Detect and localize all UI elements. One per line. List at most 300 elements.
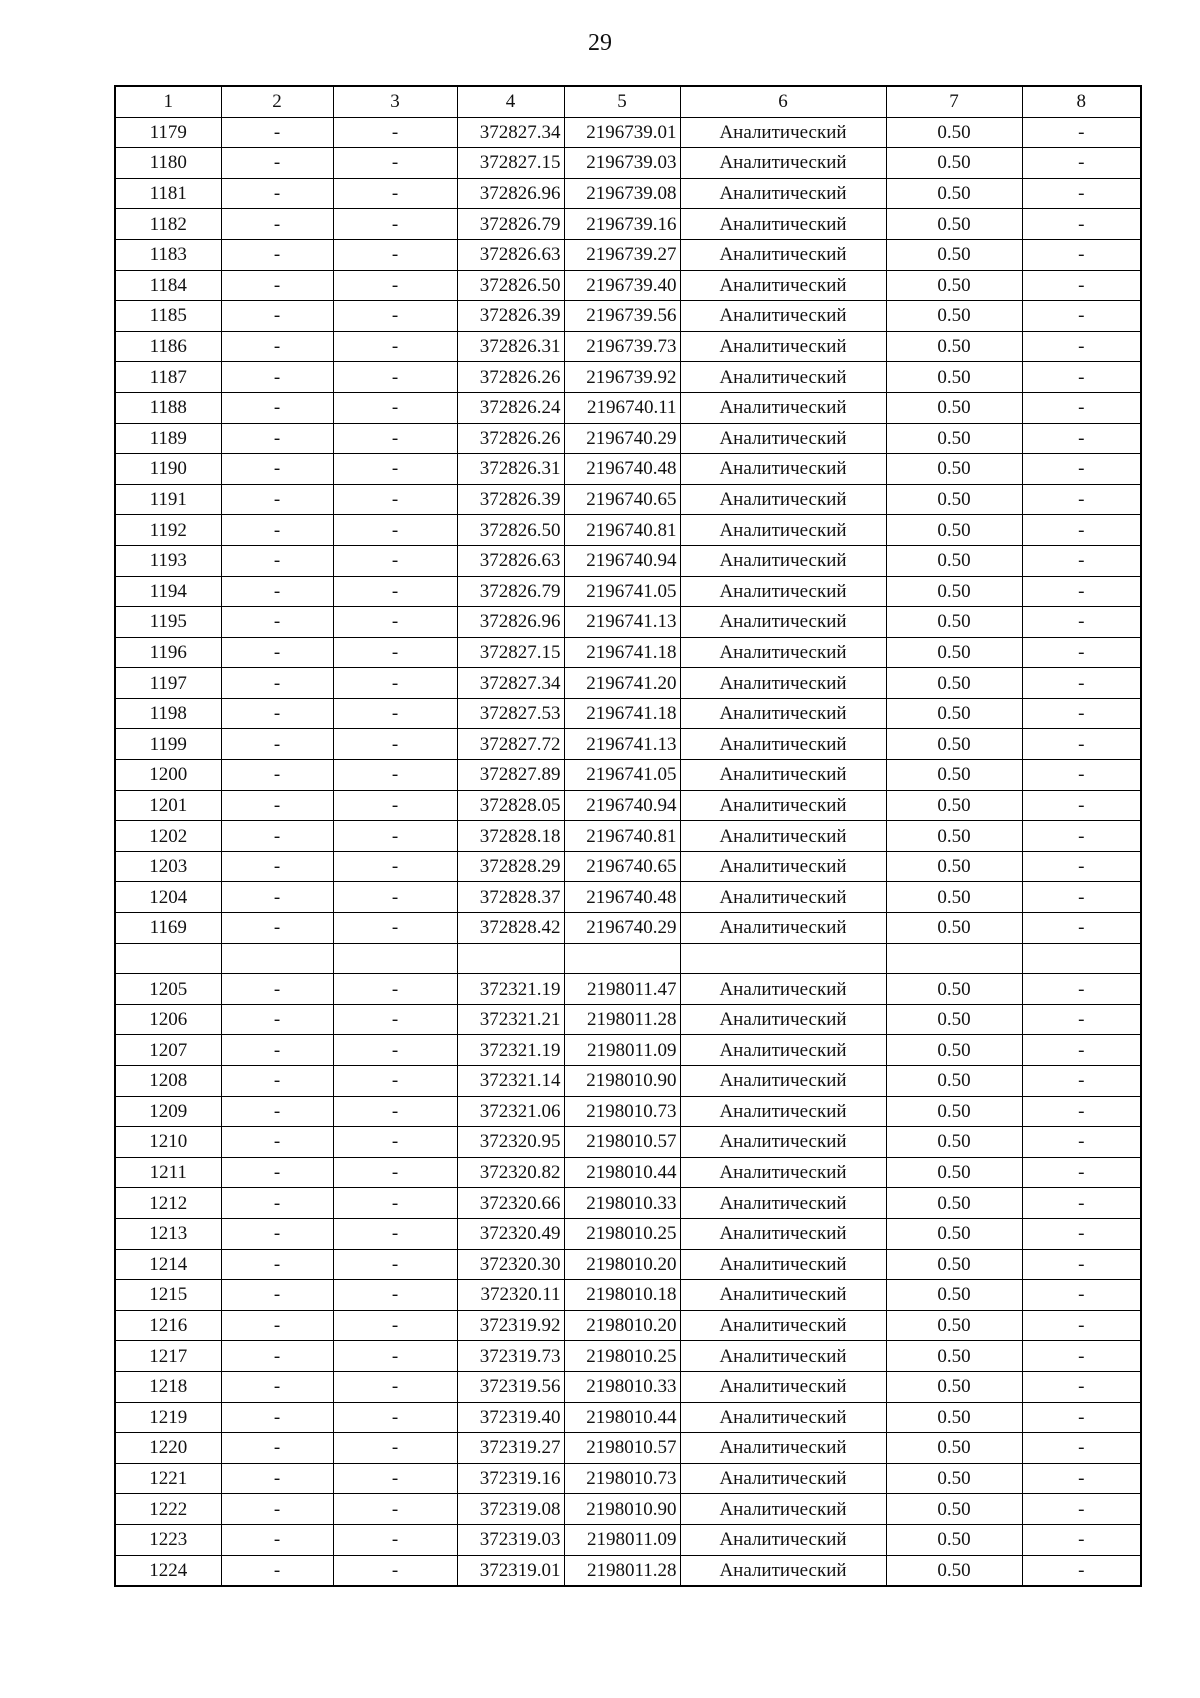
table-cell: Аналитический bbox=[680, 148, 886, 179]
table-cell: Аналитический bbox=[680, 974, 886, 1005]
table-cell: - bbox=[221, 974, 333, 1005]
table-cell: 1194 bbox=[115, 576, 221, 607]
table-cell: - bbox=[333, 1188, 457, 1219]
table-cell: - bbox=[221, 760, 333, 791]
table-cell: 372320.95 bbox=[457, 1127, 564, 1158]
table-cell: - bbox=[221, 1035, 333, 1066]
table-cell: 2196739.73 bbox=[564, 331, 680, 362]
table-cell: - bbox=[333, 1004, 457, 1035]
table-cell: 2196740.81 bbox=[564, 515, 680, 546]
column-header: 7 bbox=[886, 86, 1022, 117]
table-cell: Аналитический bbox=[680, 913, 886, 944]
table-cell: Аналитический bbox=[680, 1494, 886, 1525]
table-cell: Аналитический bbox=[680, 1096, 886, 1127]
table-cell: - bbox=[221, 1218, 333, 1249]
table-cell: 372827.15 bbox=[457, 637, 564, 668]
table-cell: 372827.72 bbox=[457, 729, 564, 760]
table-cell: - bbox=[1022, 1066, 1141, 1097]
table-cell: Аналитический bbox=[680, 1310, 886, 1341]
table-cell: - bbox=[221, 515, 333, 546]
table-cell: 2196739.08 bbox=[564, 178, 680, 209]
table-cell: 0.50 bbox=[886, 1555, 1022, 1586]
table-cell: 372826.63 bbox=[457, 239, 564, 270]
table-cell: 0.50 bbox=[886, 392, 1022, 423]
table-cell: 1180 bbox=[115, 148, 221, 179]
table-row bbox=[115, 1066, 1141, 1097]
table-cell: 1183 bbox=[115, 239, 221, 270]
table-cell: - bbox=[221, 851, 333, 882]
table-cell: 2196739.27 bbox=[564, 239, 680, 270]
table-cell: Аналитический bbox=[680, 1127, 886, 1158]
table-cell: 1219 bbox=[115, 1402, 221, 1433]
table-cell: 1221 bbox=[115, 1463, 221, 1494]
table-cell: 2198010.20 bbox=[564, 1249, 680, 1280]
table-row bbox=[115, 1524, 1141, 1555]
table-cell: Аналитический bbox=[680, 362, 886, 393]
table-cell: 372826.31 bbox=[457, 454, 564, 485]
table-body bbox=[115, 117, 1141, 1586]
table-cell: 1210 bbox=[115, 1127, 221, 1158]
table-cell: 1182 bbox=[115, 209, 221, 240]
table-cell: - bbox=[333, 484, 457, 515]
table-row bbox=[115, 301, 1141, 332]
table-cell: 2196739.40 bbox=[564, 270, 680, 301]
table-cell: - bbox=[333, 1341, 457, 1372]
table-row bbox=[115, 209, 1141, 240]
table-cell: 1217 bbox=[115, 1341, 221, 1372]
table-cell: 372826.26 bbox=[457, 362, 564, 393]
table-cell: - bbox=[221, 331, 333, 362]
table-cell: - bbox=[333, 913, 457, 944]
table-cell: - bbox=[1022, 270, 1141, 301]
table-cell: 0.50 bbox=[886, 1218, 1022, 1249]
table-cell: 2196739.56 bbox=[564, 301, 680, 332]
table-cell: Аналитический bbox=[680, 178, 886, 209]
table-cell: Аналитический bbox=[680, 392, 886, 423]
table-row bbox=[115, 1249, 1141, 1280]
table-cell: - bbox=[221, 698, 333, 729]
table-cell: 0.50 bbox=[886, 362, 1022, 393]
table-row bbox=[115, 1096, 1141, 1127]
table-cell: 372827.34 bbox=[457, 668, 564, 699]
table-cell: 2198011.47 bbox=[564, 974, 680, 1005]
table-row bbox=[115, 913, 1141, 944]
table-cell: 1184 bbox=[115, 270, 221, 301]
table-cell: Аналитический bbox=[680, 1280, 886, 1311]
table-cell: 0.50 bbox=[886, 698, 1022, 729]
table-cell: 2196739.16 bbox=[564, 209, 680, 240]
table-cell: 0.50 bbox=[886, 576, 1022, 607]
table-cell: 1169 bbox=[115, 913, 221, 944]
table-cell: - bbox=[333, 1218, 457, 1249]
table-cell: 2196740.29 bbox=[564, 913, 680, 944]
table-cell: - bbox=[333, 239, 457, 270]
table-cell: - bbox=[333, 545, 457, 576]
table-cell: 0.50 bbox=[886, 148, 1022, 179]
table-cell: 2196740.11 bbox=[564, 392, 680, 423]
table-row bbox=[115, 790, 1141, 821]
table-cell: 2198010.73 bbox=[564, 1463, 680, 1494]
table-cell: 372321.06 bbox=[457, 1096, 564, 1127]
table-cell: - bbox=[221, 117, 333, 148]
table-cell: - bbox=[333, 178, 457, 209]
table-cell: 372827.89 bbox=[457, 760, 564, 791]
table-cell: - bbox=[1022, 331, 1141, 362]
table-cell: - bbox=[1022, 882, 1141, 913]
table-cell: - bbox=[333, 209, 457, 240]
table-cell: - bbox=[1022, 1524, 1141, 1555]
table-cell bbox=[680, 943, 886, 974]
table-cell: 372827.15 bbox=[457, 148, 564, 179]
table-cell: - bbox=[1022, 301, 1141, 332]
table-cell: - bbox=[221, 1341, 333, 1372]
table-cell: 372826.26 bbox=[457, 423, 564, 454]
table-cell: - bbox=[1022, 117, 1141, 148]
table-row bbox=[115, 698, 1141, 729]
table-cell: 2198011.28 bbox=[564, 1004, 680, 1035]
table-cell: - bbox=[1022, 637, 1141, 668]
table-cell: - bbox=[221, 1127, 333, 1158]
table-cell: 1187 bbox=[115, 362, 221, 393]
table-row bbox=[115, 270, 1141, 301]
table-cell: 1192 bbox=[115, 515, 221, 546]
table-cell: - bbox=[333, 1494, 457, 1525]
table-cell: 372319.08 bbox=[457, 1494, 564, 1525]
table-cell: 0.50 bbox=[886, 1524, 1022, 1555]
table-cell: - bbox=[1022, 790, 1141, 821]
table-cell: - bbox=[1022, 1127, 1141, 1158]
table-row bbox=[115, 1371, 1141, 1402]
page-number: 29 bbox=[588, 30, 612, 56]
table-cell: 372827.53 bbox=[457, 698, 564, 729]
table-cell: 372319.92 bbox=[457, 1310, 564, 1341]
table-cell: - bbox=[1022, 974, 1141, 1005]
table-cell: - bbox=[1022, 454, 1141, 485]
table-cell: Аналитический bbox=[680, 1188, 886, 1219]
column-header: 5 bbox=[564, 86, 680, 117]
table-row bbox=[115, 331, 1141, 362]
table-cell: 0.50 bbox=[886, 1157, 1022, 1188]
table-cell: Аналитический bbox=[680, 668, 886, 699]
table-cell: 372321.19 bbox=[457, 974, 564, 1005]
table-cell: - bbox=[333, 668, 457, 699]
table-cell: 0.50 bbox=[886, 545, 1022, 576]
table-cell: 1186 bbox=[115, 331, 221, 362]
table-cell: 372826.39 bbox=[457, 484, 564, 515]
table-cell: 372826.24 bbox=[457, 392, 564, 423]
table-cell: 1214 bbox=[115, 1249, 221, 1280]
table-cell: - bbox=[1022, 1249, 1141, 1280]
table-cell: - bbox=[1022, 851, 1141, 882]
table-cell: - bbox=[1022, 607, 1141, 638]
table-row bbox=[115, 607, 1141, 638]
table-cell: - bbox=[221, 882, 333, 913]
table-cell: Аналитический bbox=[680, 301, 886, 332]
table-cell: 1215 bbox=[115, 1280, 221, 1311]
table-cell: - bbox=[333, 1127, 457, 1158]
table-cell: Аналитический bbox=[680, 729, 886, 760]
table-cell: 2198010.57 bbox=[564, 1127, 680, 1158]
table-cell: 1197 bbox=[115, 668, 221, 699]
table-cell: Аналитический bbox=[680, 698, 886, 729]
table-cell: 2196739.92 bbox=[564, 362, 680, 393]
table-cell: - bbox=[221, 1249, 333, 1280]
table-row bbox=[115, 515, 1141, 546]
table-row bbox=[115, 1127, 1141, 1158]
table-cell: Аналитический bbox=[680, 209, 886, 240]
table-cell: 2196741.18 bbox=[564, 637, 680, 668]
table-cell: - bbox=[1022, 178, 1141, 209]
table-cell: 372320.30 bbox=[457, 1249, 564, 1280]
table-cell: - bbox=[1022, 1310, 1141, 1341]
table-cell: Аналитический bbox=[680, 1463, 886, 1494]
table-cell: - bbox=[221, 1280, 333, 1311]
table-cell: 2198010.25 bbox=[564, 1218, 680, 1249]
table-cell: Аналитический bbox=[680, 454, 886, 485]
table-row bbox=[115, 1463, 1141, 1494]
table-cell: - bbox=[221, 1096, 333, 1127]
table-cell: 0.50 bbox=[886, 607, 1022, 638]
table-header-row bbox=[115, 86, 1141, 117]
table-cell: - bbox=[1022, 1280, 1141, 1311]
table-row bbox=[115, 148, 1141, 179]
table-cell: 2198010.33 bbox=[564, 1188, 680, 1219]
table-cell: - bbox=[1022, 1402, 1141, 1433]
table-cell: 0.50 bbox=[886, 1066, 1022, 1097]
table-cell: 372319.03 bbox=[457, 1524, 564, 1555]
table-cell: 1223 bbox=[115, 1524, 221, 1555]
table-row bbox=[115, 392, 1141, 423]
table-cell: 372826.63 bbox=[457, 545, 564, 576]
table-cell: 1198 bbox=[115, 698, 221, 729]
table-cell: 2198010.25 bbox=[564, 1341, 680, 1372]
table-cell: 0.50 bbox=[886, 1341, 1022, 1372]
table-cell: 0.50 bbox=[886, 637, 1022, 668]
table-cell: 372319.73 bbox=[457, 1341, 564, 1372]
table-row bbox=[115, 760, 1141, 791]
table-cell: Аналитический bbox=[680, 1157, 886, 1188]
table-cell: 372826.39 bbox=[457, 301, 564, 332]
table-cell: 372319.16 bbox=[457, 1463, 564, 1494]
table-cell: 372320.82 bbox=[457, 1157, 564, 1188]
table-cell: 2196740.48 bbox=[564, 882, 680, 913]
table-cell: - bbox=[333, 301, 457, 332]
table-cell: - bbox=[333, 1524, 457, 1555]
table-cell: 0.50 bbox=[886, 913, 1022, 944]
table-row bbox=[115, 545, 1141, 576]
table-cell: 2196740.29 bbox=[564, 423, 680, 454]
table-cell: - bbox=[221, 392, 333, 423]
table-cell: 1190 bbox=[115, 454, 221, 485]
table-cell: Аналитический bbox=[680, 545, 886, 576]
table-row bbox=[115, 1310, 1141, 1341]
table-cell: 1195 bbox=[115, 607, 221, 638]
table-cell: - bbox=[1022, 209, 1141, 240]
table-cell: 1206 bbox=[115, 1004, 221, 1035]
table-cell: 0.50 bbox=[886, 454, 1022, 485]
table-cell: - bbox=[221, 1157, 333, 1188]
table-row bbox=[115, 1218, 1141, 1249]
table-cell: - bbox=[333, 576, 457, 607]
table-cell: 0.50 bbox=[886, 790, 1022, 821]
table-cell: - bbox=[221, 1463, 333, 1494]
table-cell: 372826.31 bbox=[457, 331, 564, 362]
table-cell: - bbox=[1022, 239, 1141, 270]
table-cell: 0.50 bbox=[886, 1433, 1022, 1464]
table-cell: Аналитический bbox=[680, 1218, 886, 1249]
table-cell: 2198010.44 bbox=[564, 1402, 680, 1433]
table-cell: - bbox=[333, 392, 457, 423]
table-row bbox=[115, 1157, 1141, 1188]
table-row bbox=[115, 821, 1141, 852]
table-cell: - bbox=[333, 882, 457, 913]
table-cell: 372319.40 bbox=[457, 1402, 564, 1433]
table-cell: - bbox=[221, 148, 333, 179]
table-cell: 0.50 bbox=[886, 270, 1022, 301]
table-cell: 1201 bbox=[115, 790, 221, 821]
table-cell: 0.50 bbox=[886, 331, 1022, 362]
table-cell: - bbox=[333, 148, 457, 179]
table-cell: - bbox=[221, 790, 333, 821]
table-cell: - bbox=[1022, 760, 1141, 791]
table-cell: 0.50 bbox=[886, 1249, 1022, 1280]
table-cell: 372826.96 bbox=[457, 178, 564, 209]
table-cell: - bbox=[221, 1555, 333, 1586]
table-cell: - bbox=[1022, 1341, 1141, 1372]
table-cell: Аналитический bbox=[680, 1249, 886, 1280]
table-cell: - bbox=[221, 1371, 333, 1402]
table-cell: 1224 bbox=[115, 1555, 221, 1586]
table-cell: Аналитический bbox=[680, 1524, 886, 1555]
table-cell: 1216 bbox=[115, 1310, 221, 1341]
table-cell: 372826.79 bbox=[457, 576, 564, 607]
table-cell: 2196741.05 bbox=[564, 576, 680, 607]
table-cell: - bbox=[221, 1524, 333, 1555]
table-cell: - bbox=[333, 1280, 457, 1311]
table-cell: Аналитический bbox=[680, 1371, 886, 1402]
table-cell: - bbox=[221, 1402, 333, 1433]
table-cell: 372320.49 bbox=[457, 1218, 564, 1249]
table-cell: 372319.56 bbox=[457, 1371, 564, 1402]
table-cell: - bbox=[333, 974, 457, 1005]
table-cell: 372827.34 bbox=[457, 117, 564, 148]
table-cell: - bbox=[221, 1004, 333, 1035]
table-cell: 372828.37 bbox=[457, 882, 564, 913]
table-cell: 1199 bbox=[115, 729, 221, 760]
table-cell: 2198010.73 bbox=[564, 1096, 680, 1127]
table-cell: Аналитический bbox=[680, 1402, 886, 1433]
table-cell: - bbox=[221, 423, 333, 454]
table-cell: Аналитический bbox=[680, 1433, 886, 1464]
table-cell: 2196740.81 bbox=[564, 821, 680, 852]
table-cell: 0.50 bbox=[886, 178, 1022, 209]
table-cell: 372321.14 bbox=[457, 1066, 564, 1097]
table-cell: Аналитический bbox=[680, 1341, 886, 1372]
table-cell: 2198010.44 bbox=[564, 1157, 680, 1188]
table-cell: 372828.05 bbox=[457, 790, 564, 821]
table-cell: 1191 bbox=[115, 484, 221, 515]
table-row bbox=[115, 1341, 1141, 1372]
table-cell: 0.50 bbox=[886, 1371, 1022, 1402]
table-cell: 1200 bbox=[115, 760, 221, 791]
table-cell: 1212 bbox=[115, 1188, 221, 1219]
table-cell: - bbox=[333, 1249, 457, 1280]
table-cell: Аналитический bbox=[680, 576, 886, 607]
table-cell: 2198010.33 bbox=[564, 1371, 680, 1402]
table-cell: 0.50 bbox=[886, 1494, 1022, 1525]
table-row bbox=[115, 454, 1141, 485]
table-cell: 2198011.09 bbox=[564, 1524, 680, 1555]
table-cell: Аналитический bbox=[680, 484, 886, 515]
table-row bbox=[115, 484, 1141, 515]
table-cell: 2198010.57 bbox=[564, 1433, 680, 1464]
table-cell: 372828.29 bbox=[457, 851, 564, 882]
table-row bbox=[115, 362, 1141, 393]
table-cell: 1209 bbox=[115, 1096, 221, 1127]
table-cell: 1189 bbox=[115, 423, 221, 454]
table-cell: 1196 bbox=[115, 637, 221, 668]
table-row bbox=[115, 423, 1141, 454]
table-cell: - bbox=[1022, 1433, 1141, 1464]
table-cell: Аналитический bbox=[680, 790, 886, 821]
table-cell bbox=[564, 943, 680, 974]
table-cell: 2196740.94 bbox=[564, 545, 680, 576]
column-header: 8 bbox=[1022, 86, 1141, 117]
table-cell: 0.50 bbox=[886, 515, 1022, 546]
table-cell: - bbox=[333, 1402, 457, 1433]
table-row bbox=[115, 1555, 1141, 1586]
table-cell: 372319.01 bbox=[457, 1555, 564, 1586]
table-cell: Аналитический bbox=[680, 637, 886, 668]
table-cell: - bbox=[1022, 423, 1141, 454]
table-cell: - bbox=[1022, 148, 1141, 179]
table-cell: 2196740.65 bbox=[564, 851, 680, 882]
table-cell: 1205 bbox=[115, 974, 221, 1005]
table-cell: - bbox=[221, 1066, 333, 1097]
table-cell: 1203 bbox=[115, 851, 221, 882]
table-cell: - bbox=[1022, 1035, 1141, 1066]
table-cell: 2198010.20 bbox=[564, 1310, 680, 1341]
table-cell: - bbox=[333, 729, 457, 760]
table-cell: - bbox=[1022, 484, 1141, 515]
table-cell: - bbox=[1022, 1371, 1141, 1402]
table-cell: 0.50 bbox=[886, 1280, 1022, 1311]
table-cell: - bbox=[221, 209, 333, 240]
table-cell: - bbox=[221, 1494, 333, 1525]
table-row bbox=[115, 1280, 1141, 1311]
table-cell: Аналитический bbox=[680, 607, 886, 638]
table-cell: Аналитический bbox=[680, 423, 886, 454]
table-cell: - bbox=[1022, 1096, 1141, 1127]
table-cell: - bbox=[221, 484, 333, 515]
table-cell: 0.50 bbox=[886, 1096, 1022, 1127]
table-cell: - bbox=[221, 301, 333, 332]
table-cell: - bbox=[333, 117, 457, 148]
table-cell: Аналитический bbox=[680, 851, 886, 882]
table-cell: - bbox=[1022, 1188, 1141, 1219]
table-cell: - bbox=[1022, 362, 1141, 393]
table-cell: Аналитический bbox=[680, 760, 886, 791]
table-cell: - bbox=[1022, 729, 1141, 760]
table-cell: - bbox=[333, 637, 457, 668]
coordinates-table bbox=[114, 85, 1142, 1587]
table-cell: 2198010.90 bbox=[564, 1066, 680, 1097]
table-cell: - bbox=[333, 1066, 457, 1097]
table-cell: 372320.66 bbox=[457, 1188, 564, 1219]
table-row bbox=[115, 178, 1141, 209]
table-cell: - bbox=[1022, 1555, 1141, 1586]
table-cell: - bbox=[333, 1433, 457, 1464]
